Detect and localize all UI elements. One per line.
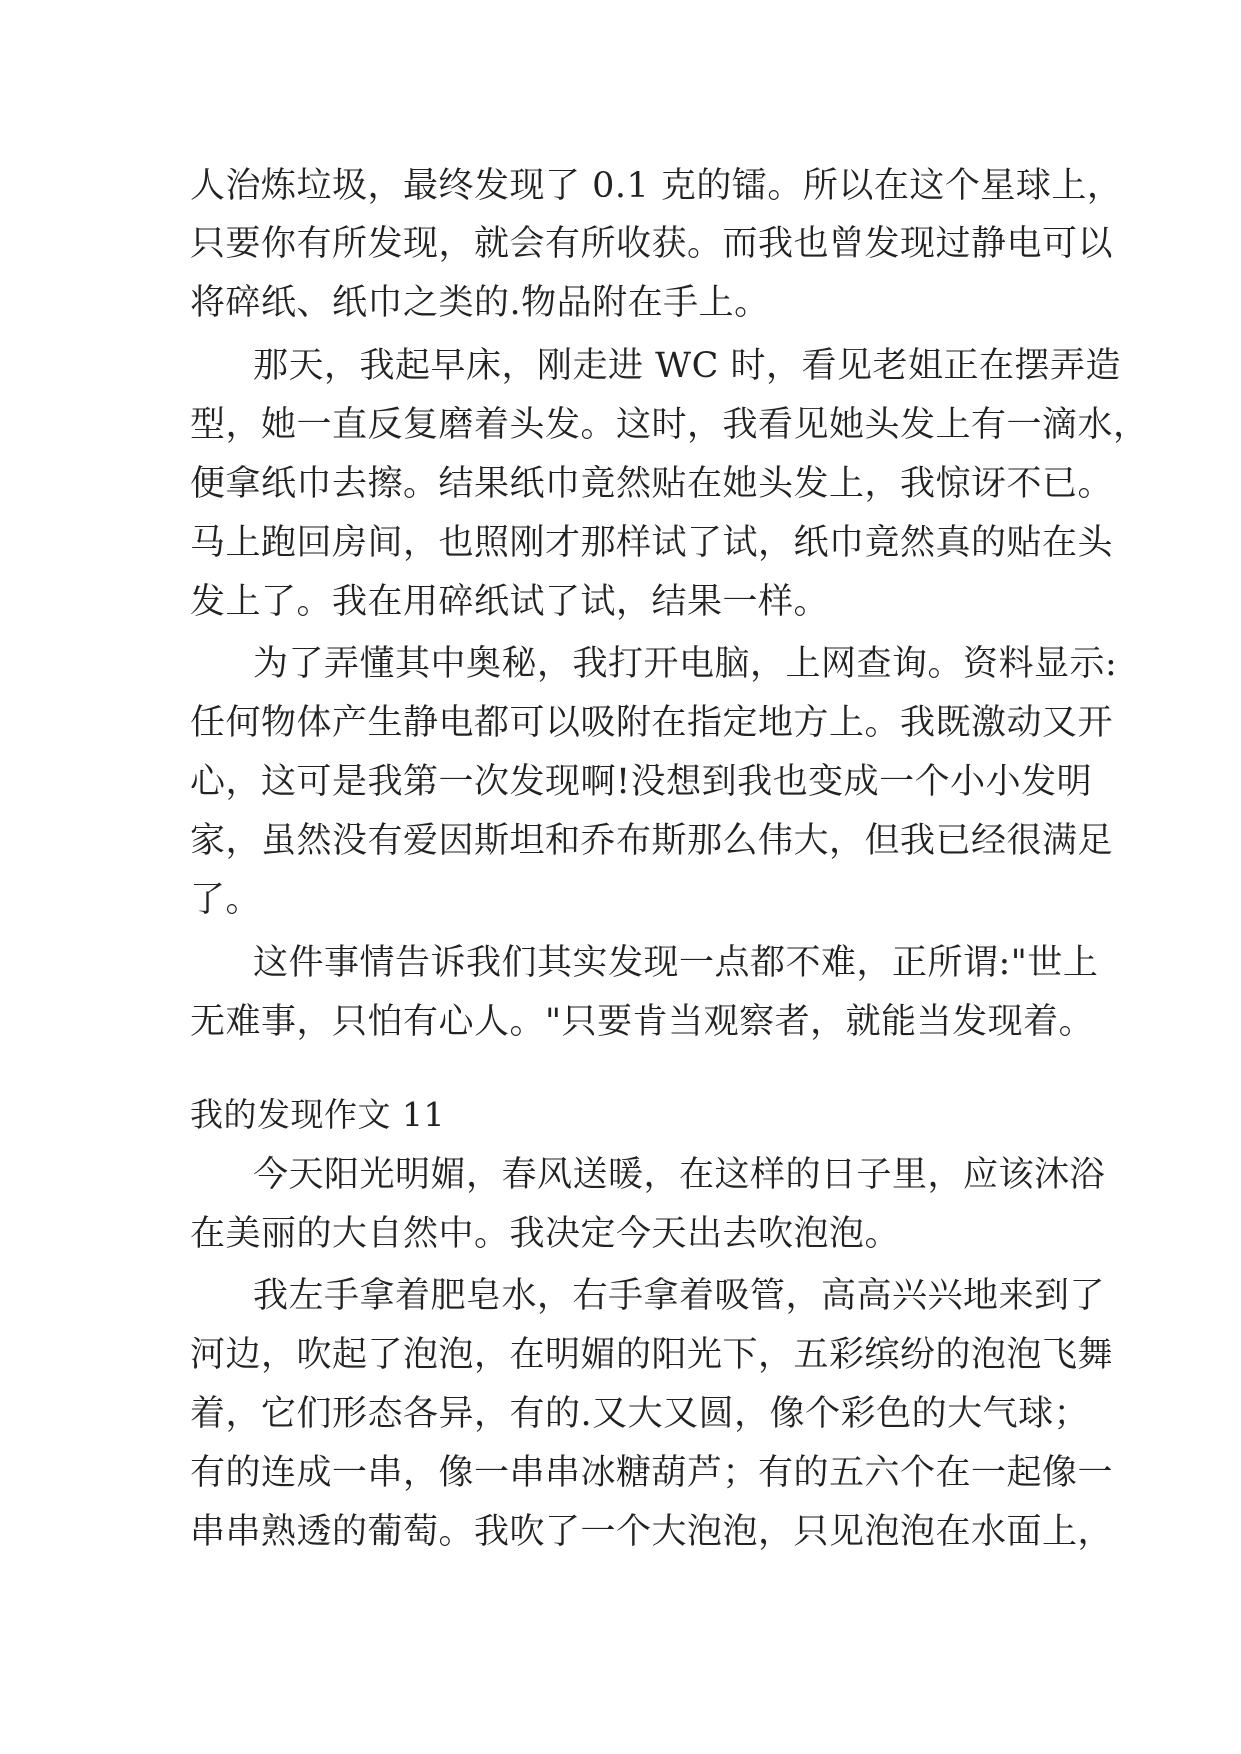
text-line: 无难事，只怕有心人。"只要肯当观察者，就能当发现着。 (190, 1002, 1095, 1042)
text-line: 串串熟透的葡萄。我吹了一个大泡泡，只见泡泡在水面上， (190, 1512, 1114, 1552)
text-line: 人治炼垃圾，最终发现了 0.1 克的镭。所以在这个星球上， (190, 166, 1123, 206)
text-line: 河边，吹起了泡泡，在明媚的阳光下，五彩缤纷的泡泡飞舞 (190, 1335, 1114, 1375)
text-line: 只要你有所发现，就会有所收获。而我也曾发现过静电可以 (190, 224, 1114, 264)
text-line: 在美丽的大自然中。我决定今天出去吹泡泡。 (190, 1214, 901, 1254)
text-line: 着，它们形态各异，有的.又大又圆，像个彩色的大气球； (190, 1394, 1090, 1434)
paragraph-first-line: 那天，我起早床，刚走进 WC 时，看见老姐正在摆弄造 (253, 346, 1122, 386)
text-line: 家，虽然没有爱因斯坦和乔布斯那么伟大，但我已经很满足 (190, 821, 1114, 861)
text-line: 心，这可是我第一次发现啊!没想到我也变成一个小小发明 (190, 762, 1093, 802)
paragraph-first-line: 我左手拿着肥皂水，右手拿着吸管，高高兴兴地来到了 (253, 1276, 1106, 1316)
text-line: 了。 (190, 880, 262, 920)
text-line: 发上了。我在用碎纸试了试，结果一样。 (190, 582, 830, 622)
text-line: 马上跑回房间，也照刚才那样试了试，纸巾竟然真的贴在头 (190, 523, 1114, 563)
text-line: 型，她一直反复磨着头发。这时，我看见她头发上有一滴水， (190, 405, 1149, 445)
text-line: 有的连成一串，像一串串冰糖葫芦；有的五六个在一起像一 (190, 1453, 1114, 1493)
text-line: 将碎纸、纸巾之类的.物品附在手上。 (190, 283, 770, 323)
paragraph-first-line: 今天阳光明媚，春风送暖，在这样的日子里，应该沐浴 (253, 1155, 1106, 1195)
paragraph-first-line: 为了弄懂其中奥秘，我打开电脑，上网查询。资料显示: (253, 644, 1118, 684)
section-heading: 我的发现作文 11 (190, 1095, 445, 1134)
text-line: 便拿纸巾去擦。结果纸巾竟然贴在她头发上，我惊讶不已。 (190, 464, 1114, 504)
paragraph-first-line: 这件事情告诉我们其实发现一点都不难，正所谓:"世上 (253, 943, 1099, 983)
text-line: 任何物体产生静电都可以吸附在指定地方上。我既激动又开 (190, 703, 1114, 743)
